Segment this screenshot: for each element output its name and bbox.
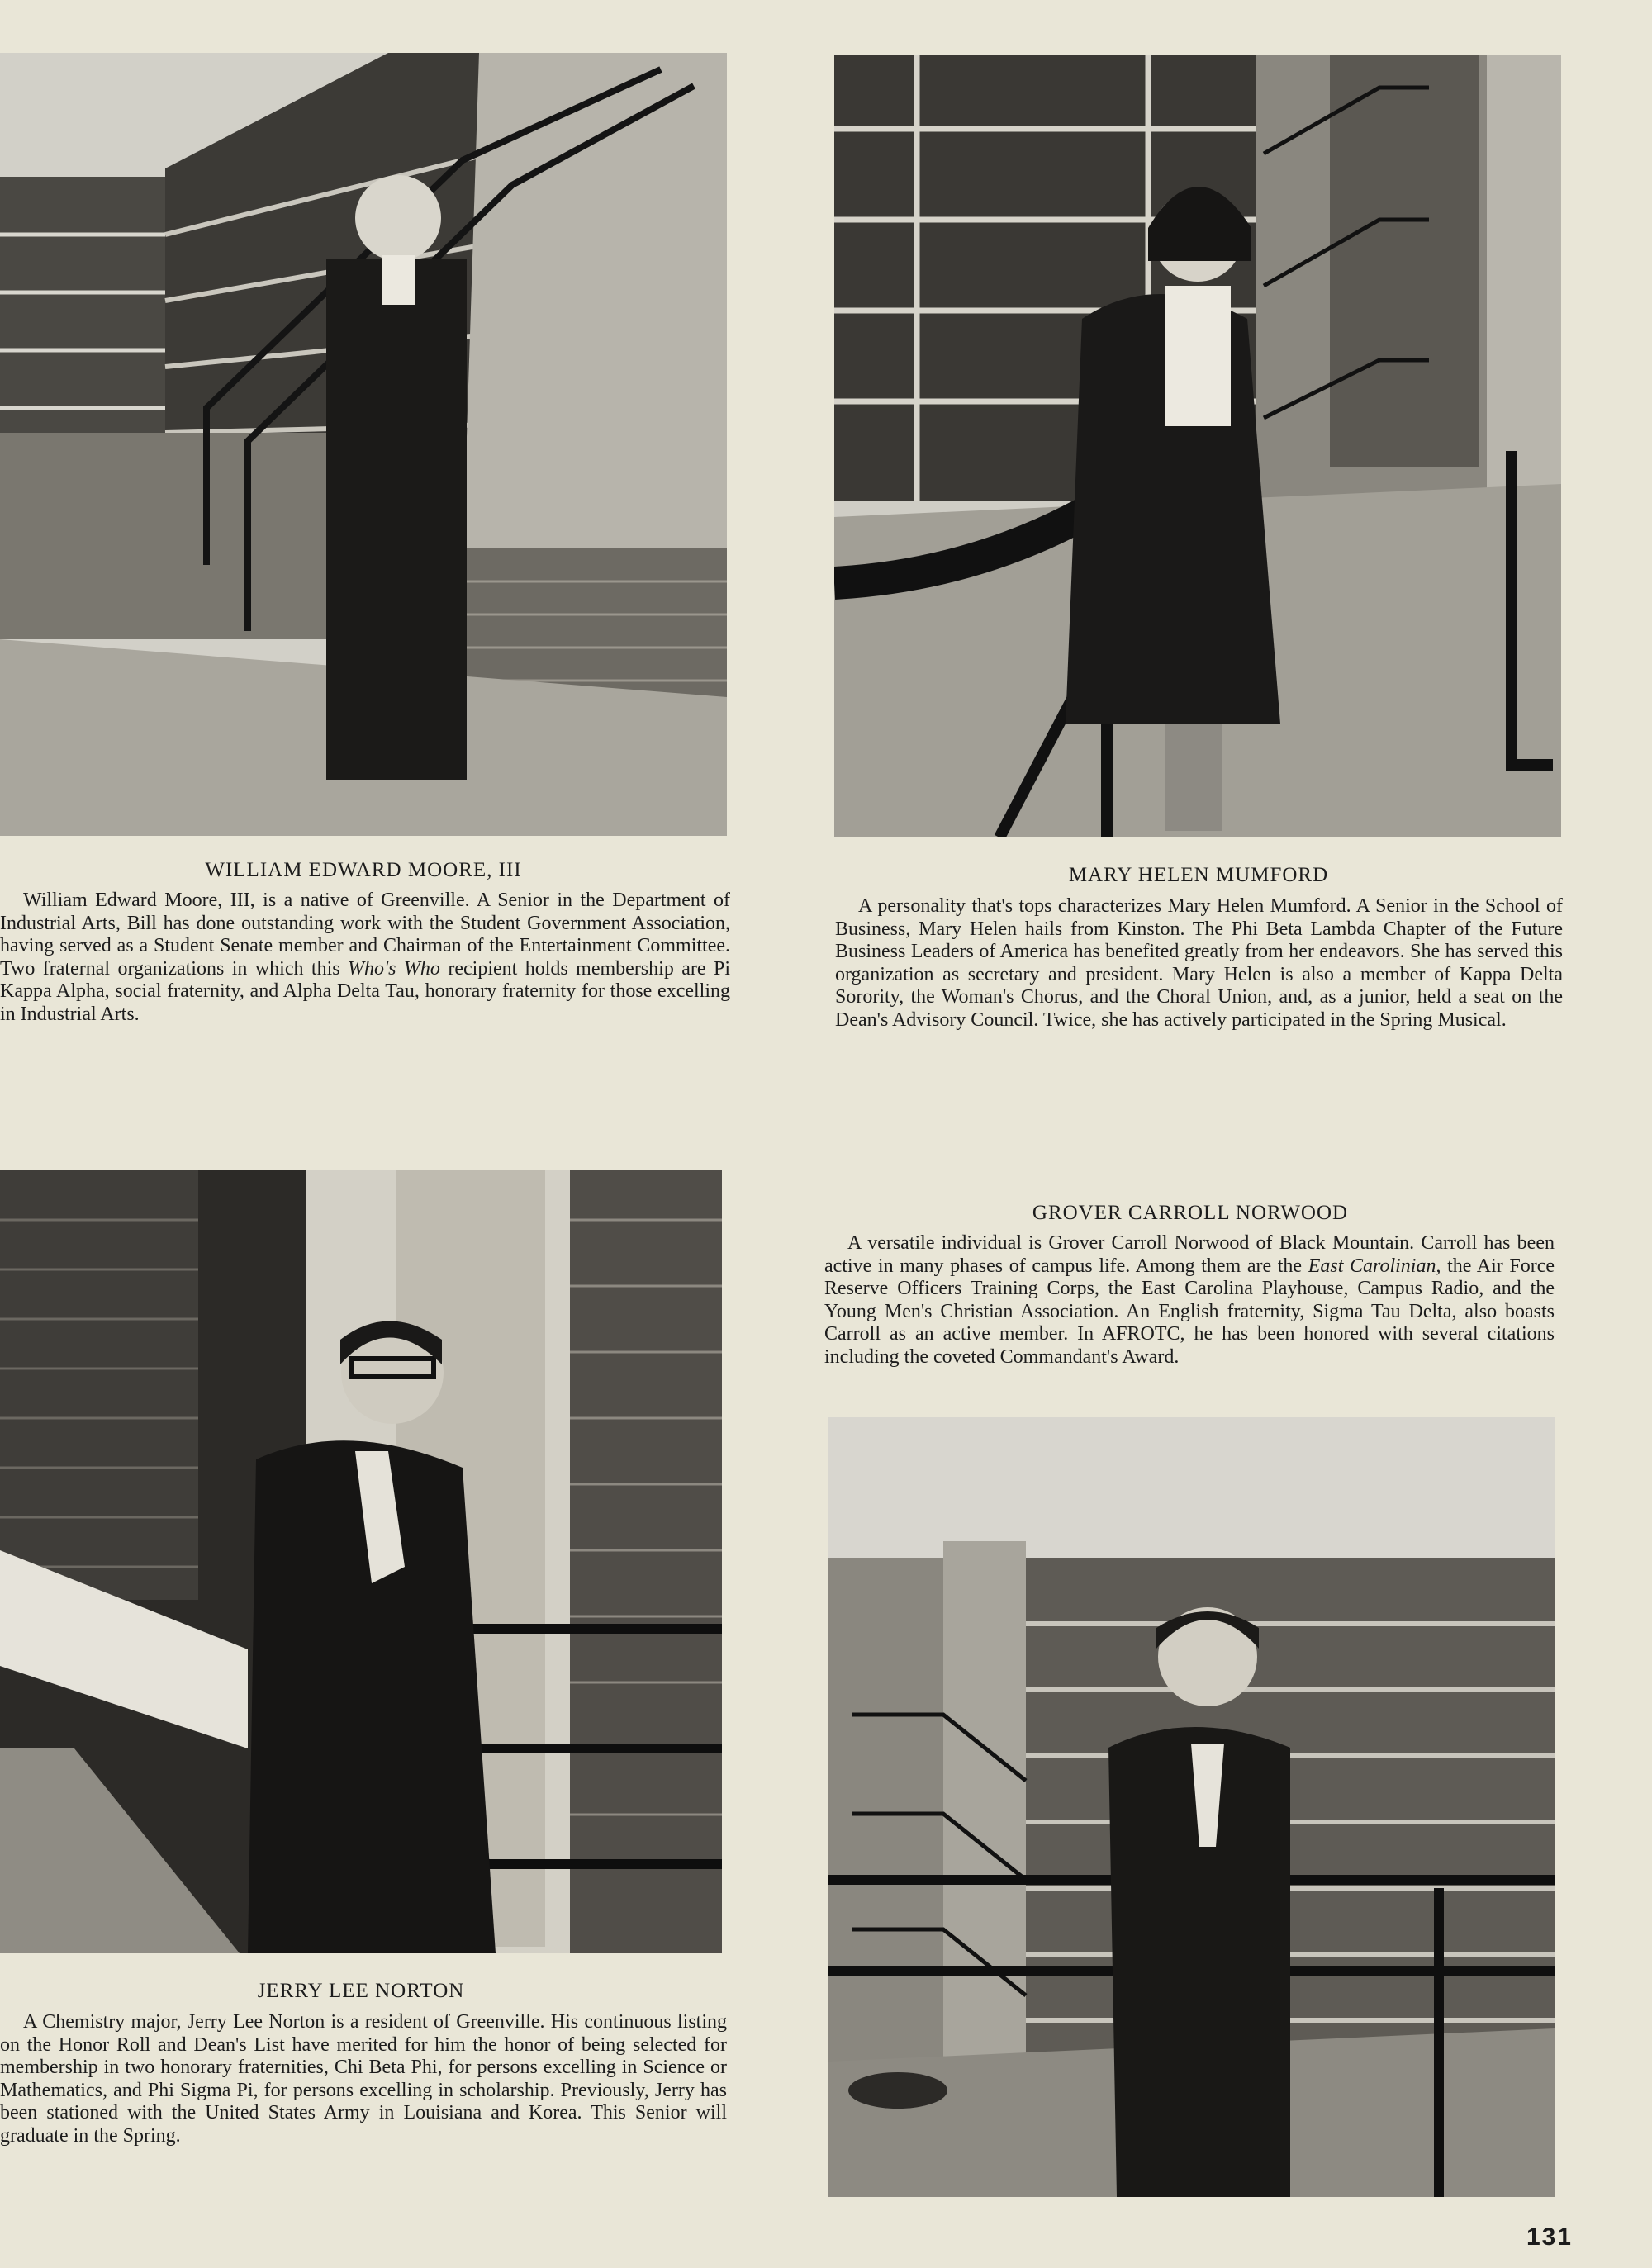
name-jerry-norton: JERRY LEE NORTON bbox=[257, 1980, 465, 2002]
photo-mary-mumford bbox=[834, 55, 1561, 837]
bio-william-moore-part1: William Edward Moore, III, is a native of Greenville. A Senior in the Department of Industrial Arts, Bill has done outstanding work with the Student Government Association, having served as a Student Senate member and Chairman of the Entertainment Committee. Two fraternal organizations in which this bbox=[0, 890, 730, 980]
name-william-moore: WILLIAM EDWARD MOORE, III bbox=[205, 859, 522, 881]
bio-grover-norwood-part1: A versatile individual is Grover Carroll Norwood of Black Mountain. Carroll has been active in many phases of campus life. Among them are the bbox=[824, 1232, 1555, 1277]
page-number: 131 bbox=[1526, 2223, 1573, 2251]
photo-grover-norwood bbox=[828, 1417, 1555, 2197]
bio-jerry-norton: A Chemistry major, Jerry Lee Norton is a resident of Greenville. His continuous listing on the Honor Roll and Dean's List have merited for him the honor of being selected for membership in two honorary fraternities, Chi Beta Phi, for persons excelling in Science or Mathematics, and Phi Sigma Pi, for persons excelling in scholarship. Previously, Jerry has been stationed with the United States Army in Louisiana and Korea. This Senior will graduate in the Spring. bbox=[0, 2011, 727, 2147]
bio-grover-norwood-part2: , the Air Force Reserve Officers Training Corps, the East Carolina Playhouse, Campus Radio, and the Young Men's Christian Association. An English fraternity, Sigma Tau Delta, also boasts Carroll as an active member. In AFROTC, he has been honored with several citations including the coveted Commandant's Award. bbox=[824, 1255, 1555, 1368]
photo-william-moore bbox=[0, 53, 727, 836]
bio-william-moore bbox=[0, 890, 730, 1026]
photo-jerry-norton bbox=[0, 1170, 722, 1953]
bio-grover-norwood bbox=[824, 1232, 1555, 1369]
name-mary-mumford: MARY HELEN MUMFORD bbox=[1068, 864, 1329, 886]
bio-william-moore-part2: recipient holds membership are Pi Kappa Alpha, social fraternity, and Alpha Delta Tau, honorary fraternity for those excelling in Industrial Arts. bbox=[0, 957, 730, 1025]
bio-grover-norwood-italic: East Carolinian bbox=[1308, 1255, 1436, 1277]
bio-william-moore-italic: Who's Who bbox=[348, 957, 440, 980]
bio-mary-mumford: A personality that's tops characterizes Mary Helen Mumford. A Senior in the School of Business, Mary Helen hails from Kinston. The Phi Beta Lambda Chapter of the Future Business Leaders of America has benefited greatly from her endeavors. She has served this organization as secretary and president. Mary Helen is also a member of Kappa Delta Sorority, the Woman's Chorus, and the Choral Union, and, as a junior, held a seat on the Dean's Advisory Council. Twice, she has actively participated in the Spring Musical. bbox=[835, 895, 1563, 1031]
name-grover-norwood: GROVER CARROLL NORWOOD bbox=[1032, 1202, 1349, 1224]
